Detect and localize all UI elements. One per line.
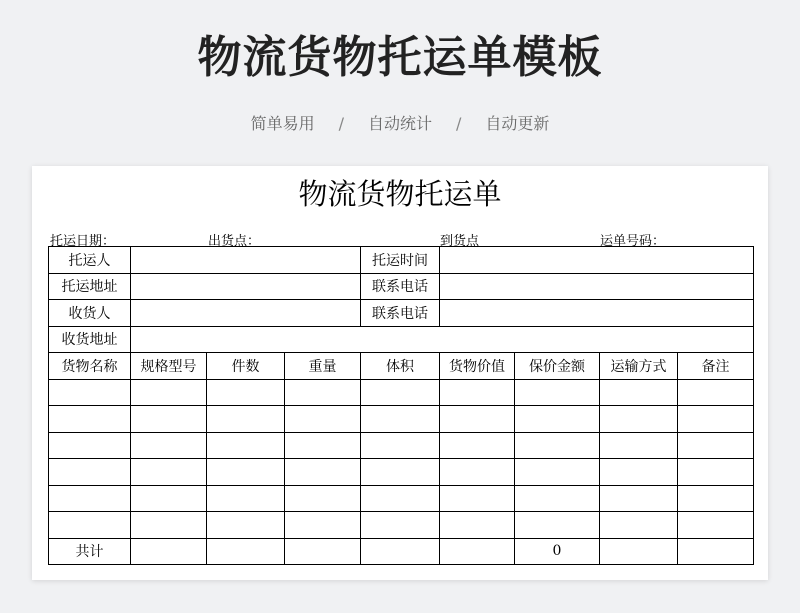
feature-tags [0,112,800,136]
col-spec-model: 规格型号 [131,353,207,380]
goods-cell[interactable] [361,379,440,406]
goods-row [49,406,754,433]
goods-cell[interactable] [207,406,285,433]
goods-cell[interactable] [131,379,207,406]
goods-cell[interactable] [285,432,361,459]
ship-time-label: 托运时间 [361,247,440,274]
goods-cell[interactable] [440,512,515,539]
goods-cell[interactable] [440,406,515,433]
goods-cell[interactable] [207,379,285,406]
goods-cell[interactable] [678,459,754,486]
total-remarks-cell[interactable] [678,538,754,565]
col-quantity: 件数 [207,353,285,380]
goods-cell[interactable] [600,512,678,539]
tag-auto-stats: 自动统计 [367,114,432,133]
goods-cell[interactable] [515,512,600,539]
goods-cell[interactable] [600,485,678,512]
goods-cell[interactable] [440,485,515,512]
goods-cell[interactable] [440,459,515,486]
goods-cell[interactable] [131,432,207,459]
goods-cell[interactable] [361,406,440,433]
total-insured-amount[interactable]: 0 [515,538,600,565]
total-row [49,538,754,565]
goods-cell[interactable] [285,512,361,539]
goods-cell[interactable] [600,432,678,459]
col-goods-name: 货物名称 [49,353,131,380]
goods-cell[interactable] [285,406,361,433]
shipper-address-value[interactable] [131,273,361,300]
goods-row [49,432,754,459]
col-weight: 重量 [285,353,361,380]
destination-label: 到货点 [440,234,480,249]
goods-cell[interactable] [515,432,600,459]
goods-cell[interactable] [49,379,131,406]
consignee-row [49,300,754,327]
goods-cell[interactable] [361,459,440,486]
consignee-address-value[interactable] [131,326,754,353]
goods-cell[interactable] [678,406,754,433]
waybill-sheet [32,166,768,580]
contact-phone-value[interactable] [440,273,754,300]
waybill-table [48,246,754,565]
tag-separator: / [456,114,462,133]
tag-auto-update: 自动更新 [485,114,550,133]
goods-cell[interactable] [49,512,131,539]
goods-cell[interactable] [600,406,678,433]
total-transport-cell[interactable] [600,538,678,565]
goods-cell[interactable] [678,485,754,512]
goods-cell[interactable] [285,379,361,406]
goods-cell[interactable] [440,432,515,459]
page-title: 物流货物托运单模板 [197,32,603,83]
goods-cell[interactable] [515,379,600,406]
shipper-value[interactable] [131,247,361,274]
contact-phone-label: 联系电话 [361,273,440,300]
goods-cell[interactable] [285,459,361,486]
goods-cell[interactable] [678,432,754,459]
goods-cell[interactable] [49,432,131,459]
goods-cell[interactable] [131,512,207,539]
goods-cell[interactable] [285,485,361,512]
goods-cell[interactable] [131,485,207,512]
goods-cell[interactable] [131,459,207,486]
goods-row [49,485,754,512]
goods-cell[interactable] [361,432,440,459]
goods-cell[interactable] [207,512,285,539]
shipper-address-label: 托运地址 [49,273,131,300]
waybill-number-label: 运单号码： [600,234,666,249]
consignee-address-row [49,326,754,353]
goods-cell[interactable] [207,485,285,512]
total-weight-cell[interactable] [285,538,361,565]
shipper-label: 托运人 [49,247,131,274]
goods-row [49,379,754,406]
goods-cell[interactable] [678,379,754,406]
total-label: 共计 [49,538,131,565]
contact-phone-value[interactable] [440,300,754,327]
total-goods-value-cell[interactable] [440,538,515,565]
goods-cell[interactable] [207,432,285,459]
goods-cell[interactable] [600,379,678,406]
ship-date-label: 托运日期： [50,234,116,249]
column-header-row [49,353,754,380]
total-spec-cell[interactable] [131,538,207,565]
shipper-address-row [49,273,754,300]
goods-row [49,459,754,486]
consignee-address-label: 收货地址 [49,326,131,353]
goods-cell[interactable] [515,459,600,486]
goods-cell[interactable] [515,406,600,433]
goods-cell[interactable] [515,485,600,512]
goods-cell[interactable] [361,512,440,539]
goods-cell[interactable] [678,512,754,539]
goods-cell[interactable] [207,459,285,486]
col-volume: 体积 [361,353,440,380]
col-insured-amount: 保价金额 [515,353,600,380]
goods-cell[interactable] [361,485,440,512]
consignee-label: 收货人 [49,300,131,327]
col-transport-mode: 运输方式 [600,353,678,380]
ship-time-value[interactable] [440,247,754,274]
goods-cell[interactable] [440,379,515,406]
col-remarks: 备注 [678,353,754,380]
goods-cell[interactable] [600,459,678,486]
goods-cell[interactable] [49,485,131,512]
contact-phone-label: 联系电话 [361,300,440,327]
sheet-title: 物流货物托运单 [298,177,502,211]
total-quantity-cell[interactable] [207,538,285,565]
goods-cell[interactable] [49,459,131,486]
origin-label: 出货点： [208,234,261,249]
goods-rows [49,379,754,538]
tag-separator: / [338,114,344,133]
total-volume-cell[interactable] [361,538,440,565]
shipper-row [49,247,754,274]
goods-cell[interactable] [49,406,131,433]
col-goods-value: 货物价值 [440,353,515,380]
goods-row [49,512,754,539]
goods-cell[interactable] [131,406,207,433]
tag-easy: 简单易用 [250,114,315,133]
consignee-value[interactable] [131,300,361,327]
